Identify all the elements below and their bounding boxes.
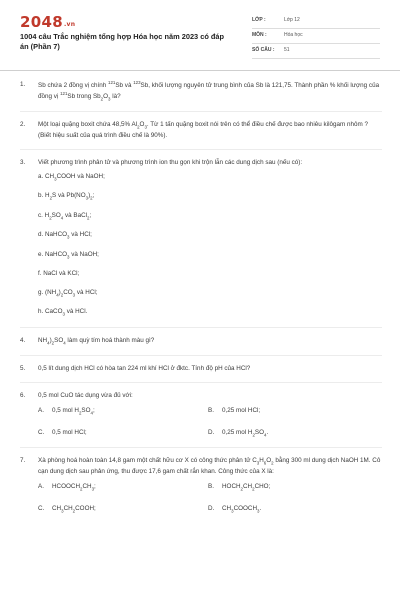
question-number: 6. — [20, 391, 26, 399]
option-letter: D. — [208, 428, 215, 436]
question-divider — [20, 149, 382, 150]
sub-item: h. CaCO$_3$ và HCl. — [38, 308, 88, 317]
question-item — [20, 120, 382, 141]
option-text: 0,5 mol HCl; — [52, 428, 87, 436]
question-divider — [20, 447, 382, 448]
option-letter: C. — [38, 428, 45, 436]
meta-label: MÔN : — [252, 32, 267, 38]
question-text: 0,5 lít dung dịch HCl có hòa tan 224 ml khí HCl ở đktc. Tính độ pH của HCl? — [38, 364, 251, 372]
meta-row-count — [252, 44, 380, 59]
question-number: 2. — [20, 121, 26, 129]
answer-option[interactable] — [38, 482, 208, 493]
question-number: 3. — [20, 158, 26, 166]
meta-row-subject — [252, 29, 380, 44]
meta-value: Hóa học — [284, 32, 303, 38]
answer-options — [38, 482, 382, 514]
sub-item: c. $H_2SO_4$ và BaCl$_2$; — [38, 211, 92, 220]
question-text: Xà phòng hoá hoàn toàn 14,8 gam một chất hữu cơ X có công thức phân tử $C_3H_6O_2$ bằng 300 ml dung dịch NaOH 1M. Cô cạn dung dịch sau phản ứng, thu được 17,6 gam chất rắn khan. Công thức của X là: — [38, 456, 381, 475]
question-item — [20, 80, 382, 103]
header-divider — [0, 70, 400, 71]
option-text: 0,25 mol $H_2SO_4$. — [222, 428, 269, 437]
question-item — [20, 336, 382, 347]
sub-item: g. $(NH_4)_2CO_3$ và HCl; — [38, 288, 98, 297]
question-divider — [20, 327, 382, 328]
option-letter: A. — [38, 407, 44, 415]
question-item — [20, 391, 382, 439]
meta-label: SỐ CÂU : — [252, 47, 275, 53]
question-number: 1. — [20, 81, 26, 88]
answer-options — [38, 406, 382, 438]
question-item — [20, 456, 382, 515]
answer-option[interactable] — [38, 406, 208, 417]
option-text: $CH_3CH_2COOH$; — [52, 504, 96, 513]
site-logo[interactable] — [20, 13, 75, 31]
option-text: $CH_3COOCH_3$. — [222, 504, 262, 513]
question-list — [20, 80, 382, 515]
meta-value: 51 — [284, 47, 290, 53]
sub-item-list — [38, 172, 382, 319]
meta-row-class — [252, 14, 380, 29]
question-divider — [20, 382, 382, 383]
question-number: 4. — [20, 336, 26, 344]
sub-item: a. $CH_3COOH$ và NaOH; — [38, 172, 105, 181]
answer-option[interactable] — [208, 428, 378, 439]
option-letter: B. — [208, 483, 214, 491]
sub-item: e. NaHCO$_3$ và NaOH; — [38, 250, 99, 260]
option-text: $HOCH_2CH_2CHO$; — [222, 483, 271, 492]
question-text: Sb chứa 2 đồng vị chính $^{121}$Sb và $^{123}$Sb, khối lượng nguyên tử trung bình của Sb là 121,75. Thành phần % khối lượng của đồng vị $^{121}$Sb trong $Sb_2O_3$ là? — [38, 80, 380, 102]
question-text: $NH_4)_2SO_4$ làm quỳ tím hoá thành màu gì? — [38, 336, 155, 346]
question-item — [20, 364, 382, 374]
sub-item: d. NaHCO$_3$ và HCl; — [38, 231, 92, 240]
page-title: 1004 câu Trắc nghiệm tổng hợp Hóa học năm 2023 có đáp án (Phần 7) — [20, 32, 225, 51]
option-letter: A. — [38, 483, 44, 491]
option-text: 0,25 mol HCl; — [222, 407, 261, 415]
question-text: 0,5 mol CuO tác dụng vừa đủ với: — [38, 391, 133, 399]
option-text: 0,5 mol $H_2SO_4$; — [52, 407, 95, 416]
option-letter: C. — [38, 504, 45, 512]
sub-item: f. NaCl và KCl; — [38, 270, 80, 278]
sub-item: b. $H_2S$ và $Pb(NO_3)_2$; — [38, 192, 95, 201]
answer-option[interactable] — [208, 482, 378, 493]
question-divider — [20, 111, 382, 112]
question-text: Viết phương trình phân tử và phương trình ion thu gọn khi trộn lẫn các dung dịch sau (nếu có): — [38, 158, 303, 166]
question-number: 5. — [20, 364, 26, 372]
meta-value: Lớp 12 — [284, 17, 300, 23]
question-text: Một loại quặng boxit chứa 48,5% $Al_2O_3$. Từ 1 tấn quặng boxit nói trên có thể điều chế được bao nhiêu kilôgam nhôm ? (Biết hiệu suất của quá trình điều chế là 90%). — [38, 121, 368, 140]
meta-label: LỚP : — [252, 17, 266, 23]
page-header — [0, 0, 400, 72]
option-text: $HCOOCH_2CH_3$; — [52, 483, 96, 492]
answer-option[interactable] — [38, 504, 208, 515]
logo-suffix: .vn — [63, 21, 76, 28]
answer-option[interactable] — [208, 406, 378, 417]
answer-option[interactable] — [38, 428, 208, 439]
question-number: 7. — [20, 456, 26, 464]
option-letter: D. — [208, 504, 215, 512]
question-item — [20, 158, 382, 319]
answer-option[interactable] — [208, 504, 378, 515]
option-letter: B. — [208, 407, 214, 415]
logo-text: 2048 — [20, 13, 63, 31]
meta-table — [252, 14, 380, 59]
question-divider — [20, 355, 382, 356]
